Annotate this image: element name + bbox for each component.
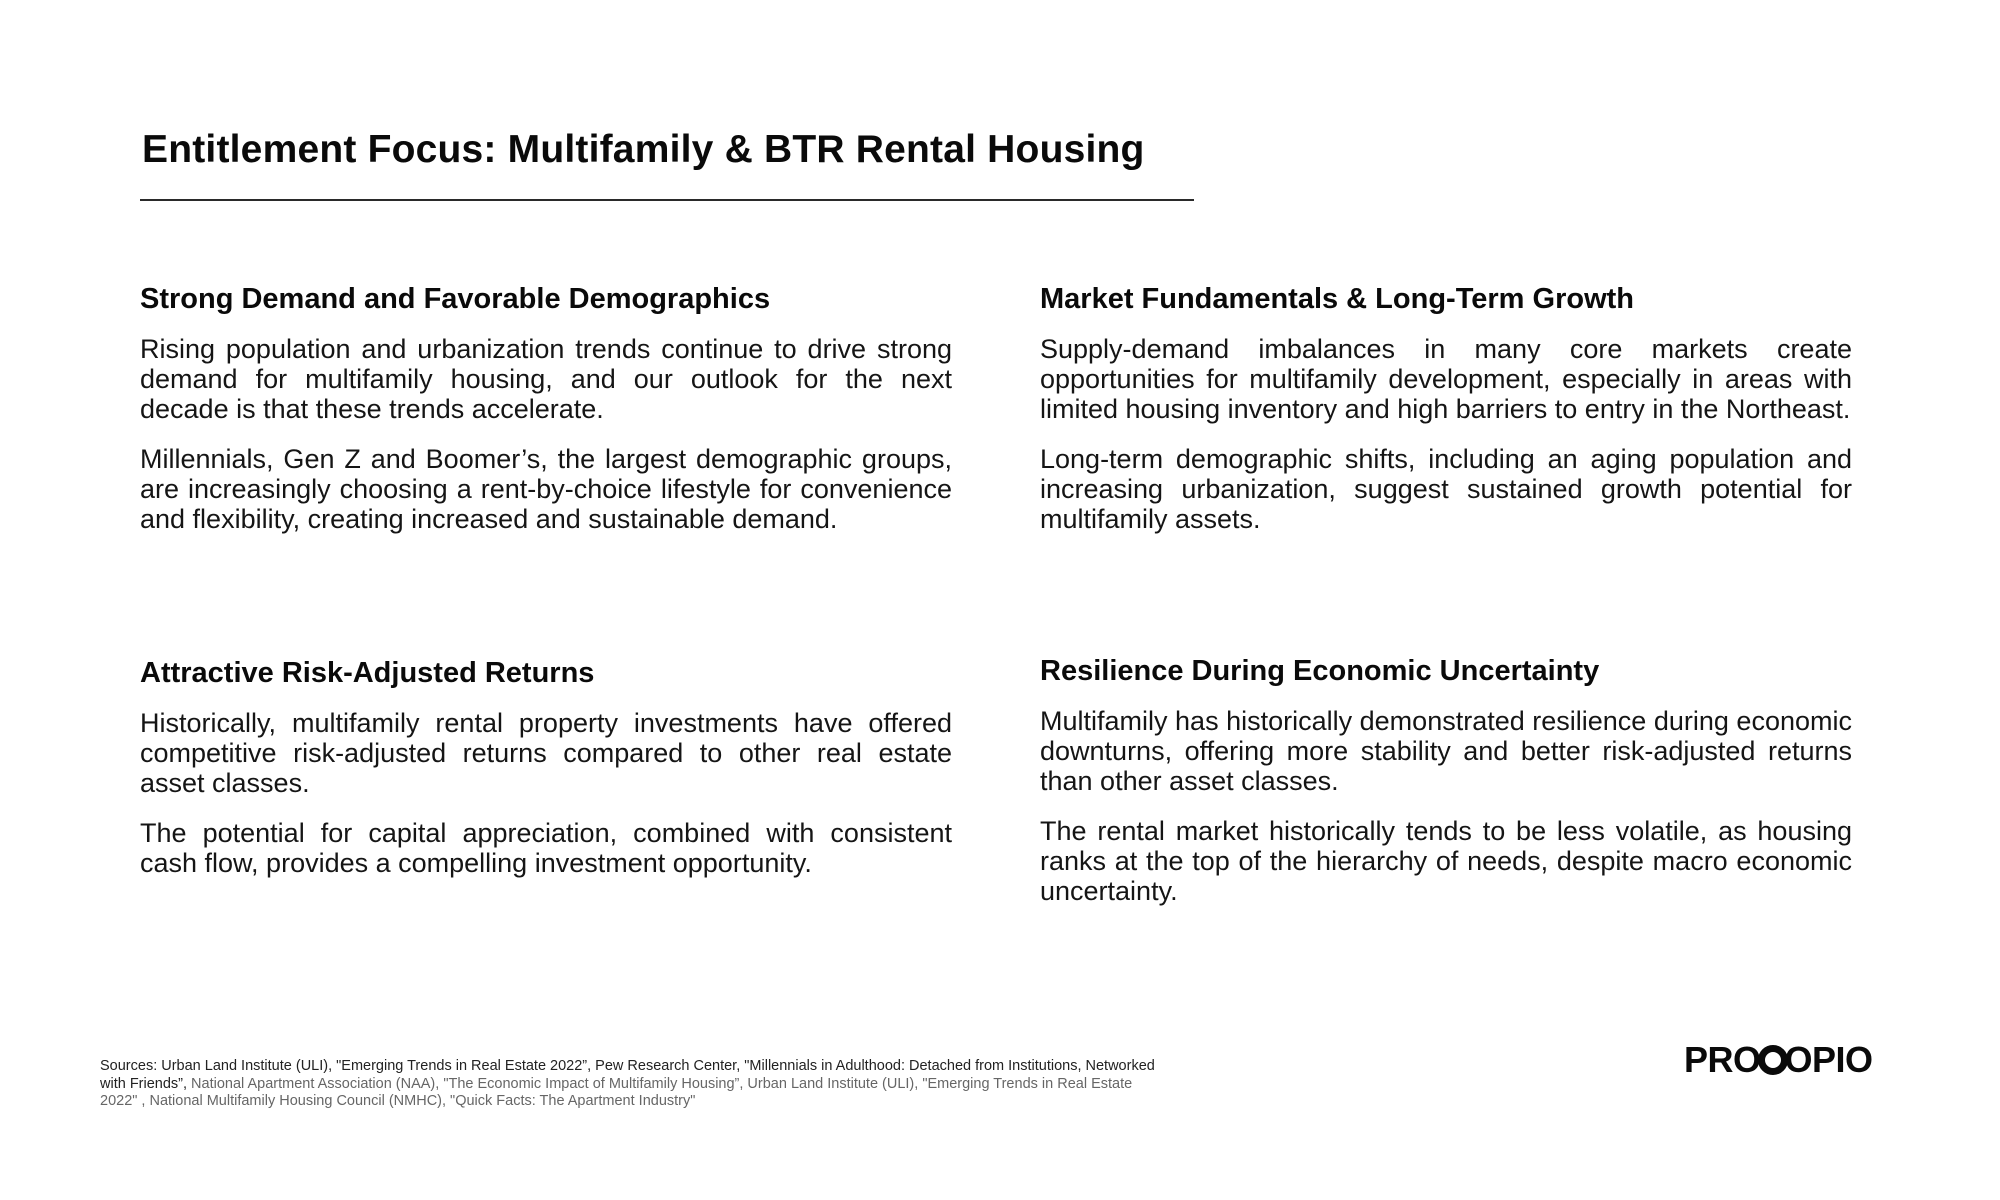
page-title: Entitlement Focus: Multifamily & BTR Rental Housing bbox=[142, 128, 1145, 171]
section-heading: Attractive Risk-Adjusted Returns bbox=[140, 657, 595, 689]
section-strong-demand bbox=[140, 283, 952, 554]
section-paragraph: The potential for capital appreciation, combined with consistent cash flow, provides a compelling investment opportunity. bbox=[140, 818, 952, 878]
title-divider bbox=[140, 199, 1194, 201]
section-paragraph: Multifamily has historically demonstrated resilience during economic downturns, offering more stability and better risk-adjusted returns than other asset classes. bbox=[1040, 706, 1852, 796]
logo-text-end: OPIO bbox=[1784, 1039, 1873, 1080]
section-heading: Strong Demand and Favorable Demographics bbox=[140, 283, 771, 315]
section-paragraph: Rising population and urbanization trends continue to drive strong demand for multifamily housing, and our outlook for the next decade is that these trends accelerate. bbox=[140, 334, 952, 424]
section-resilience bbox=[1040, 655, 1852, 926]
section-risk-adjusted-returns bbox=[140, 657, 952, 898]
procopio-logo bbox=[1684, 1040, 1894, 1080]
sources-footnote bbox=[100, 1058, 1160, 1111]
sources-text-primary: Sources: Urban Land Institute (ULI), "Emerging Trends in Real Estate 2022”, Pew Research Center, "Millennials in Adulthood: Detached from Institutions, Networked with Friends”, bbox=[100, 1058, 1155, 1092]
sources-text-secondary: National Apartment Association (NAA), "The Economic Impact of Multifamily Housing”, Urban Land Institute (ULI), "Emerging Trends in Real Estate 2022" , National Multifamily Housing Council (NMHC), "Quick Facts: The Apartment Industry" bbox=[100, 1075, 1133, 1109]
section-market-fundamentals bbox=[1040, 283, 1852, 554]
logo-ring-icon bbox=[1758, 1045, 1788, 1075]
logo-text-start: PRO bbox=[1684, 1039, 1761, 1080]
section-paragraph: The rental market historically tends to be less volatile, as housing ranks at the top of the hierarchy of needs, despite macro economic uncertainty. bbox=[1040, 816, 1852, 906]
section-heading: Resilience During Economic Uncertainty bbox=[1040, 655, 1600, 687]
section-paragraph: Supply-demand imbalances in many core markets create opportunities for multifamily development, especially in areas with limited housing inventory and high barriers to entry in the Northeast. bbox=[1040, 334, 1852, 424]
section-paragraph: Historically, multifamily rental property investments have offered competitive risk-adjusted returns compared to other real estate asset classes. bbox=[140, 708, 952, 798]
section-heading: Market Fundamentals & Long-Term Growth bbox=[1040, 283, 1635, 315]
section-paragraph: Millennials, Gen Z and Boomer’s, the largest demographic groups, are increasingly choosing a rent-by-choice lifestyle for convenience and flexibility, creating increased and sustainable demand. bbox=[140, 444, 952, 534]
section-paragraph: Long-term demographic shifts, including an aging population and increasing urbanization, suggest sustained growth potential for multifamily assets. bbox=[1040, 444, 1852, 534]
